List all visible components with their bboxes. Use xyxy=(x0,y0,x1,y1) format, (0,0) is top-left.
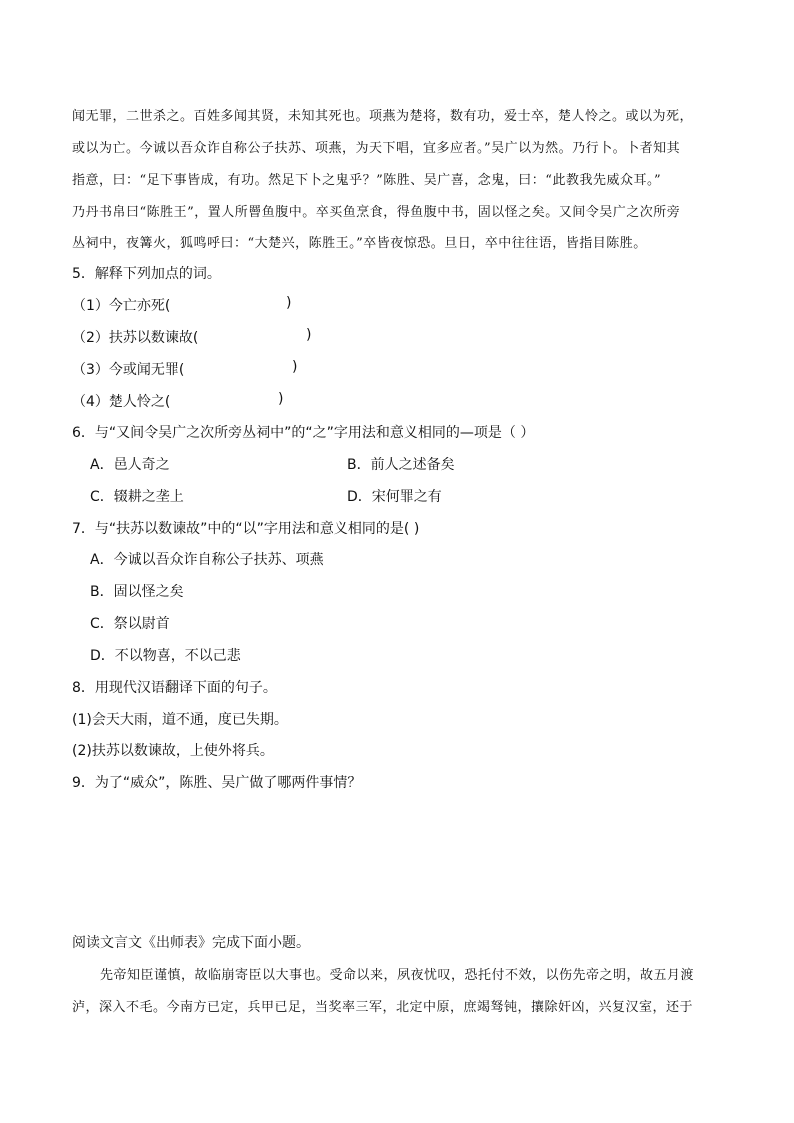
question-8-title: 8．用现代汉语翻译下面的句子。 xyxy=(72,680,277,696)
question-8-sentence-1: (1)会天大雨，道不通，度已失期。 xyxy=(72,712,288,728)
passage1-line-2: 或以为亡。今诚以吾众诈自称公子扶苏、项燕，为天下唱，宜多应者。”吴广以为然。乃行卜。卜者知其 xyxy=(72,141,681,156)
question-6-title: 6．与“又间令吴广之次所旁丛祠中”的“之”字用法和意义相同的—项是（ ） xyxy=(72,425,535,441)
passage2-intro: 阅读文言文《出师表》完成下面小题。 xyxy=(72,935,310,951)
question-5-item-2-close: ) xyxy=(306,327,312,343)
question-5-item-2-text: （2）扶苏以数谏故( xyxy=(72,330,199,346)
passage1-line-3: 指意，曰：“足下事皆成，有功。然足下卜之鬼乎？”陈胜、吴广喜，念鬼，曰：“此教我先威众耳。” xyxy=(72,173,662,188)
question-5-item-3-text: （3）今或闻无罪( xyxy=(72,362,185,378)
question-9-title: 9．为了“威众”，陈胜、吴广做了哪两件事情？ xyxy=(72,775,362,791)
question-5-item-4-close: ) xyxy=(278,391,284,407)
question-7-option-b: B．固以怪之矣 xyxy=(90,584,184,600)
question-5-item-4-text: （4）楚人怜之( xyxy=(72,394,171,410)
passage1-line-1: 闻无罪，二世杀之。百姓多闻其贤，未知其死也。项燕为楚将，数有功，爱士卒，楚人怜之。或以为死， xyxy=(72,109,694,124)
question-6-option-c: C．辍耕之垄上 xyxy=(90,489,184,505)
question-8-sentence-2: (2)扶苏以数谏故，上使外将兵。 xyxy=(72,743,274,759)
passage2-line-1: 先帝知臣谨慎，故临崩寄臣以大事也。受命以来，夙夜忧叹，恐托付不效，以伤先帝之明，故五月渡 xyxy=(100,968,695,983)
question-7-title: 7．与“扶苏以数谏故”中的“以”字用法和意义相同的是( ) xyxy=(72,521,420,537)
question-5-item-3 xyxy=(72,359,184,379)
question-5-item-3-close: ) xyxy=(292,359,298,375)
question-5-item-4 xyxy=(72,391,170,411)
question-5-item-1-text: （1）今亡亦死( xyxy=(72,298,171,314)
question-5-item-2 xyxy=(72,327,198,347)
question-6-option-b: B．前人之述备矣 xyxy=(347,457,455,473)
question-6-option-d: D．宋何罪之有 xyxy=(347,489,442,505)
question-6-option-a: A．邑人奇之 xyxy=(90,457,170,473)
passage1-line-4: 乃丹书帛曰“陈胜王”，置人所罾鱼腹中。卒买鱼烹食，得鱼腹中书，固以怪之矣。又间令吴广之次所旁 xyxy=(72,205,681,220)
question-5-item-1-close: ) xyxy=(286,295,292,311)
question-5-title: 5．解释下列加点的词。 xyxy=(72,266,221,282)
question-5-item-1 xyxy=(72,295,170,315)
question-7-option-c: C．祭以尉首 xyxy=(90,616,170,632)
question-7-option-d: D．不以物喜，不以己悲 xyxy=(90,648,241,664)
question-7-option-a: A．今诚以吾众诈自称公子扶苏、项燕 xyxy=(90,552,324,568)
passage2-line-2: 泸，深入不毛。今南方已定，兵甲已足，当奖率三军，北定中原，庶竭驽钝，攘除奸凶，兴复汉室，还于 xyxy=(72,1000,694,1015)
passage1-line-5: 丛祠中，夜篝火，狐鸣呼曰：“大楚兴，陈胜王。”卒皆夜惊恐。旦日，卒中往往语，皆指目陈胜。 xyxy=(72,236,647,251)
